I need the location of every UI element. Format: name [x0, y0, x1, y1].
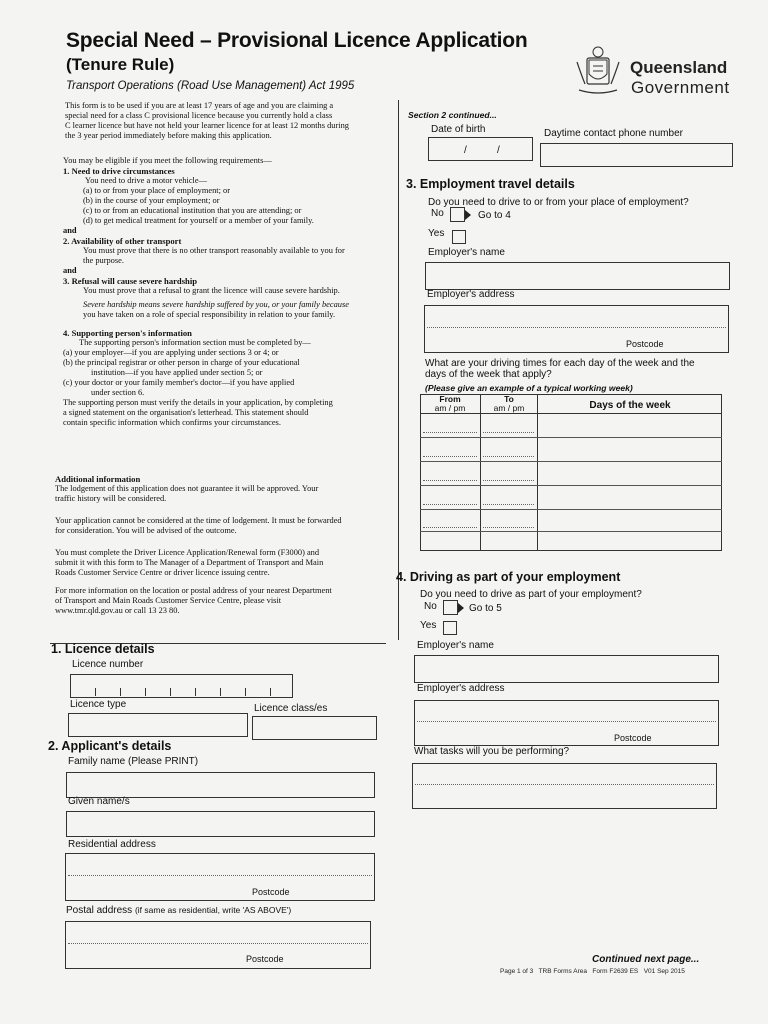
- postcode-label: Postcode: [246, 954, 284, 964]
- page-footer: [500, 968, 685, 975]
- s4-postcode-label: Postcode: [614, 733, 652, 743]
- requirement-text: the purpose.: [83, 256, 124, 265]
- residential-address-input[interactable]: [65, 853, 375, 901]
- licence-class-label: Licence class/es: [254, 703, 328, 714]
- address-line: [68, 943, 368, 944]
- intro-text: [65, 101, 395, 141]
- requirement-4-title: 4. Supporting person's information: [63, 328, 192, 338]
- tasks-label: What tasks will you be performing?: [414, 746, 570, 757]
- s3-employer-address-input[interactable]: [424, 305, 729, 353]
- forms-area: TRB Forms Area: [538, 968, 587, 975]
- dob-separator: /: [497, 145, 500, 156]
- requirement-text: The supporting person's information section must be completed by—: [79, 338, 311, 347]
- cell-dotted: [483, 527, 534, 528]
- digit-separator: [270, 688, 271, 696]
- col-to-sub: am / pm: [493, 403, 525, 413]
- cell-dotted: [423, 527, 477, 528]
- licence-number-label: Licence number: [72, 659, 144, 670]
- digit-separator: [120, 688, 121, 696]
- requirement-text: (c) your doctor or your family member's doctor—if you have applied: [63, 378, 295, 387]
- dob-input[interactable]: [428, 137, 533, 161]
- s4-no-checkbox[interactable]: [443, 600, 458, 615]
- requirement-text: (c) to or from an educational institution that you are attending; or: [83, 206, 302, 215]
- digit-separator: [245, 688, 246, 696]
- driving-times-question: [425, 358, 695, 380]
- s3-employer-address-label: Employer's address: [427, 289, 515, 300]
- s3-postcode-label: Postcode: [626, 339, 664, 349]
- phone-label: Daytime contact phone number: [544, 128, 683, 139]
- table-row[interactable]: [420, 461, 722, 462]
- s3-no-checkbox[interactable]: [450, 207, 465, 222]
- col-days-header: Days of the week: [589, 400, 671, 411]
- requirement-text: you have taken on a role of special responsibility in relation to your family.: [83, 310, 336, 319]
- and-text: and: [63, 266, 77, 275]
- requirement-text: a signed statement on the organisation's letterhead. This statement should: [63, 408, 309, 417]
- licence-type-label: Licence type: [70, 699, 127, 710]
- s4-no-label: No: [424, 601, 437, 612]
- digit-separator: [95, 688, 96, 696]
- section-3-heading: 3. Employment travel details: [406, 177, 575, 191]
- col-from-header: [420, 395, 480, 413]
- requirement-text: (b) the principal registrar or other person in charge of your educational: [63, 358, 300, 367]
- s3-no-label: No: [431, 208, 444, 219]
- s4-employer-address-input[interactable]: [414, 700, 719, 746]
- postal-address-note: (if same as residential, write 'AS ABOVE'): [134, 905, 292, 915]
- licence-class-input[interactable]: [252, 716, 377, 740]
- requirement-text: The supporting person must verify the details in your application, by completing: [63, 398, 333, 407]
- s4-yes-checkbox[interactable]: [443, 621, 457, 635]
- additional-info-title: Additional information: [55, 474, 141, 484]
- logo-queensland: Queensland: [630, 58, 728, 77]
- requirement-text: You must prove that a refusal to grant the licence will cause severe hardship.: [83, 286, 340, 295]
- cell-dotted: [423, 456, 477, 457]
- requirement-text: (a) to or from your place of employment; or: [83, 186, 230, 195]
- continued-next-page: Continued next page...: [592, 954, 700, 965]
- intro-line: C learner licence but have not held your learner licence for at least 12 months during: [65, 121, 349, 130]
- requirement-text: (a) your employer—if you are applying under sections 3 or 4; or: [63, 348, 279, 357]
- section-3-question: Do you need to drive to or from your place of employment?: [428, 197, 689, 208]
- address-line: [417, 721, 716, 722]
- s4-employer-name-input[interactable]: [414, 655, 719, 683]
- eligible-text: You may be eligible if you meet the following requirements—: [63, 156, 272, 165]
- postcode-label: Postcode: [252, 887, 290, 897]
- table-row[interactable]: [420, 437, 722, 438]
- cell-dotted: [483, 432, 534, 433]
- and-text: and: [63, 226, 77, 235]
- s3-employer-name-label: Employer's name: [428, 247, 505, 258]
- address-line: [68, 875, 372, 876]
- driving-times-note: (Please give an example of a typical working week): [425, 383, 633, 393]
- requirement-text: under section 6.: [91, 388, 145, 397]
- col-to-header: [481, 395, 537, 413]
- table-row[interactable]: [420, 509, 722, 510]
- requirements: [63, 156, 398, 428]
- section-2-continued: Section 2 continued...: [408, 110, 497, 120]
- cell-dotted: [483, 456, 534, 457]
- digit-separator: [170, 688, 171, 696]
- s3-goto: Go to 4: [478, 210, 511, 221]
- requirement-1-title: 1. Need to drive circumstances: [63, 166, 175, 176]
- requirement-text: (b) in the course of your employment; or: [83, 196, 220, 205]
- additional-information: [55, 474, 395, 616]
- cell-dotted: [423, 432, 477, 433]
- s4-employer-name-label: Employer's name: [417, 640, 494, 651]
- postal-address-label: [66, 905, 291, 916]
- act-reference: Transport Operations (Road Use Management) Act 1995: [66, 80, 355, 92]
- requirement-2-title: 2. Availability of other transport: [63, 236, 182, 246]
- postal-address-input[interactable]: [65, 921, 371, 969]
- additional-text: You must complete the Driver Licence Application/Renewal form (F3000) and: [55, 548, 320, 557]
- s3-yes-label: Yes: [428, 228, 445, 239]
- table-col-divider: [480, 394, 481, 551]
- driving-times-line: days of the week that apply?: [425, 369, 552, 380]
- column-divider: [398, 100, 399, 640]
- licence-number-input[interactable]: [70, 674, 293, 698]
- licence-type-input[interactable]: [68, 713, 248, 737]
- s4-employer-address-label: Employer's address: [417, 683, 505, 694]
- col-to-label: To: [504, 394, 514, 404]
- form-number: Form F2639 ES: [592, 968, 639, 975]
- table-row[interactable]: [420, 485, 722, 486]
- family-name-input[interactable]: [66, 772, 375, 798]
- additional-text: of Transport and Main Roads Customer Service Centre, please visit: [55, 596, 282, 605]
- logo-government: Government: [631, 78, 730, 97]
- s4-yes-label: Yes: [420, 620, 437, 631]
- intro-line: This form is to be used if you are at least 17 years of age and you are claiming a: [65, 101, 334, 110]
- additional-text: traffic history will be considered.: [55, 494, 167, 503]
- tasks-input[interactable]: [412, 763, 717, 809]
- postal-address-text: Postal address: [66, 905, 133, 916]
- form-version: V01 Sep 2015: [643, 968, 685, 975]
- driving-times-line: What are your driving times for each day of the week and the: [425, 358, 695, 369]
- additional-text: For more information on the location or postal address of your nearest Department: [55, 586, 332, 595]
- phone-input[interactable]: [540, 143, 733, 167]
- additional-text: The lodgement of this application does not guarantee it will be approved. Your: [55, 484, 319, 493]
- form-subtitle: (Tenure Rule): [66, 55, 175, 74]
- table-header-divider: [420, 413, 722, 414]
- cell-dotted: [423, 480, 477, 481]
- additional-text: for consideration. You will be advised of the outcome.: [55, 526, 237, 535]
- given-names-input[interactable]: [66, 811, 375, 837]
- dob-separator: /: [464, 145, 467, 156]
- requirement-text: (d) to get medical treatment for yourself or a member of your family.: [83, 216, 314, 225]
- section-4-question: Do you need to drive as part of your employment?: [420, 589, 642, 600]
- intro-line: the 3 year period immediately before making this application.: [65, 131, 272, 140]
- col-from-sub: am / pm: [434, 403, 466, 413]
- s4-goto: Go to 5: [469, 603, 502, 614]
- col-from-label: From: [439, 394, 461, 404]
- residential-address-label: Residential address: [68, 839, 156, 850]
- s3-employer-name-input[interactable]: [425, 262, 730, 290]
- family-name-label: Family name (Please PRINT): [68, 756, 199, 767]
- section-2-heading: 2. Applicant's details: [48, 739, 172, 753]
- cell-dotted: [483, 480, 534, 481]
- requirement-text: contain specific information which confirms your circumstances.: [63, 418, 281, 427]
- requirement-text: institution—if you have applied under section 5; or: [91, 368, 263, 377]
- requirement-text: You must prove that there is no other transport reasonably available to you for: [83, 246, 345, 255]
- digit-separator: [195, 688, 196, 696]
- cell-dotted: [483, 504, 534, 505]
- page-number: Page 1 of 3: [500, 968, 534, 975]
- queensland-crest-icon: [573, 44, 623, 98]
- requirement-text: You need to drive a motor vehicle—: [85, 176, 207, 185]
- table-col-divider: [537, 394, 538, 551]
- additional-text: Roads Customer Service Centre or driver licence issuing centre.: [55, 568, 270, 577]
- cell-dotted: [423, 504, 477, 505]
- requirement-text: Severe hardship means severe hardship suffered by you, or your family because: [83, 300, 349, 309]
- section-4-heading: 4. Driving as part of your employment: [396, 570, 621, 584]
- digit-separator: [220, 688, 221, 696]
- intro-line: special need for a class C provisional licence because you currently hold a class: [65, 111, 333, 120]
- given-names-label: Given name/s: [68, 796, 130, 807]
- digit-separator: [145, 688, 146, 696]
- form-title: Special Need – Provisional Licence Application: [66, 29, 528, 52]
- address-line: [427, 327, 726, 328]
- additional-text: Your application cannot be considered at the time of lodgement. It must be forwarded: [55, 516, 342, 525]
- requirement-3-title: 3. Refusal will cause severe hardship: [63, 276, 198, 286]
- additional-text: www.tmr.qld.gov.au or call 13 23 80.: [55, 606, 180, 615]
- section-1-heading: 1. Licence details: [51, 642, 155, 656]
- tasks-line: [415, 784, 714, 785]
- additional-text: submit it with this form to The Manager of a Department of Transport and Main: [55, 558, 324, 567]
- table-row[interactable]: [420, 531, 722, 532]
- s3-yes-checkbox[interactable]: [452, 230, 466, 244]
- dob-label: Date of birth: [431, 124, 486, 135]
